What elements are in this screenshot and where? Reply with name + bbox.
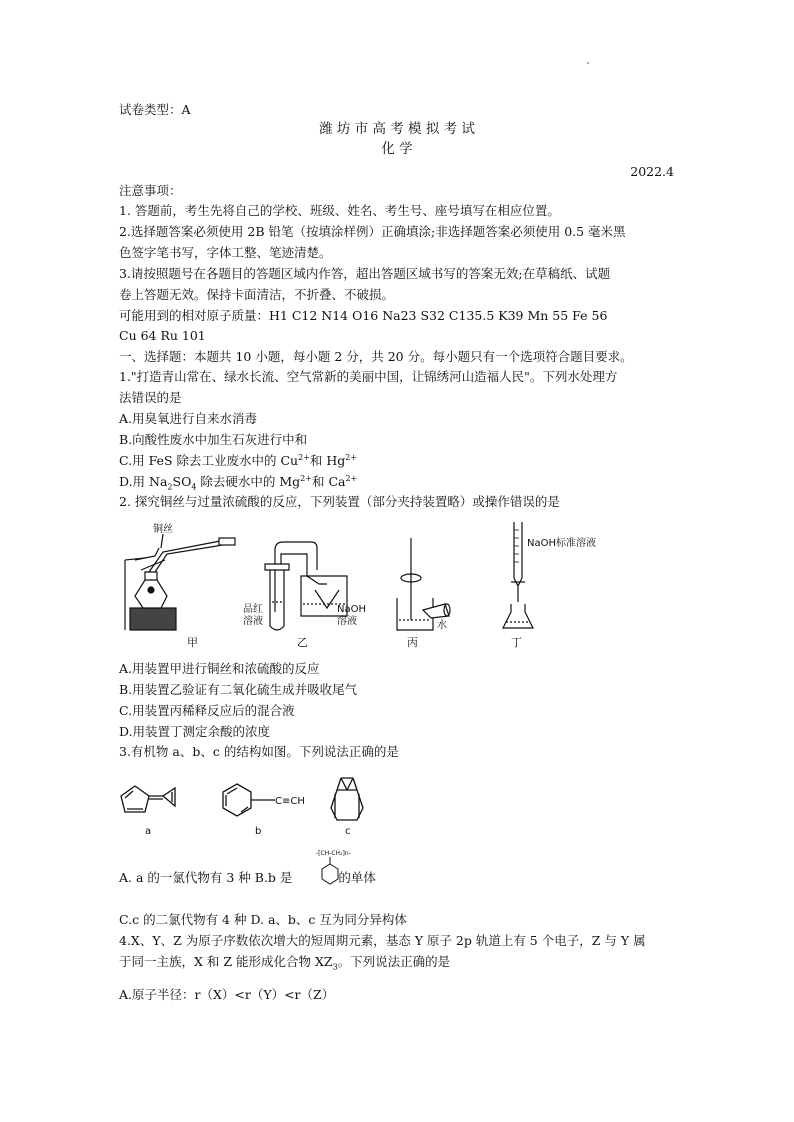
label-naoh-2: 溶液 bbox=[337, 616, 357, 627]
q2-stem: 2. 探究铜丝与过量浓硫酸的反应，下列装置（部分夹持装置略）或操作错误的是 bbox=[119, 494, 560, 509]
q3-stem: 3.有机物 a、b、c 的结构如图。下列说法正确的是 bbox=[119, 744, 399, 759]
note-2: 2.选择题答案必须使用 2B 铅笔（按填涂样例）正确填涂;非选择题答案必须使用 0.5 毫米黑 bbox=[119, 224, 626, 239]
label-polymer: -[CH-CH₂]n- bbox=[316, 850, 351, 857]
note-2-cont: 色签字笔书写，字体工整、笔迹清楚。 bbox=[119, 245, 332, 260]
label-bing: 丙 bbox=[407, 636, 418, 649]
q1-d-mid: 除去硬水中的 Mg bbox=[196, 474, 301, 489]
section1-heading: 一、选择题：本题共 10 小题，每小题 2 分，共 20 分。每小题只有一个选项符合题目要求。 bbox=[119, 349, 633, 364]
exam-date: 2022.4 bbox=[630, 164, 674, 179]
q3-structures-figure bbox=[115, 768, 395, 840]
label-a: a bbox=[145, 826, 152, 837]
q1-stem-cont: 法错误的是 bbox=[119, 390, 182, 405]
q1-option-d bbox=[119, 472, 357, 491]
q4-option-a: A.原子半径：r（X）<r（Y）<r（Z） bbox=[119, 987, 335, 1002]
q1-d-sub-2: 4 bbox=[191, 482, 197, 492]
note-3-cont: 卷上答题无效。保持卡面清洁，不折叠、不破损。 bbox=[119, 287, 395, 302]
atomic-masses-line-1: 可能用到的相对原子质量：H1 C12 N14 O16 Na23 S32 C135.5 K39 Mn 55 Fe 56 bbox=[119, 308, 608, 323]
label-copper-wire: 铜丝 bbox=[153, 524, 173, 535]
label-naoh-standard: NaOH标准溶液 bbox=[527, 538, 596, 549]
q3-option-cd: C.c 的二氯代物有 4 种 D. a、b、c 互为同分异构体 bbox=[119, 912, 407, 927]
q1-d-sub-1: 2 bbox=[167, 482, 173, 492]
q2-option-d: D.用装置丁测定余酸的浓度 bbox=[119, 724, 271, 739]
note-3: 3.请按照题号在各题目的答题区域内作答，超出答题区域书写的答案无效;在草稿纸、试题 bbox=[119, 266, 611, 281]
q1-d-text: D.用 Na bbox=[119, 474, 168, 489]
label-yi: 乙 bbox=[297, 636, 308, 649]
q4-stem-cont bbox=[119, 952, 450, 971]
q1-c-charge-2: 2+ bbox=[345, 452, 358, 462]
q1-d-charge-1: 2+ bbox=[300, 473, 312, 483]
q1-c-charge-1: 2+ bbox=[298, 452, 310, 462]
q2-option-a: A.用装置甲进行铜丝和浓硫酸的反应 bbox=[119, 661, 320, 676]
q2-option-b: B.用装置乙验证有二氧化硫生成并吸收尾气 bbox=[119, 682, 358, 697]
q4-stem-sub: 3 bbox=[332, 962, 338, 972]
structure-c bbox=[331, 778, 363, 837]
q1-d-charge-2: 2+ bbox=[345, 473, 358, 483]
polystyrene-structure bbox=[316, 846, 360, 888]
q1-option-b: B.向酸性废水中加生石灰进行中和 bbox=[119, 432, 308, 447]
subject-title: 化 学 bbox=[381, 141, 413, 157]
label-naoh-1: NaOH bbox=[337, 604, 366, 615]
q1-c-text: C.用 FeS 除去工业废水中的 Cu bbox=[119, 453, 299, 468]
apparatus-ding bbox=[503, 522, 596, 649]
q1-d-and: 和 Ca bbox=[311, 474, 346, 489]
scan-speck bbox=[587, 62, 589, 64]
atomic-masses-line-2: Cu 64 Ru 101 bbox=[119, 328, 206, 343]
label-c: c bbox=[345, 826, 351, 837]
label-jia: 甲 bbox=[187, 636, 198, 649]
label-alkyne: C≡CH bbox=[275, 796, 305, 807]
exam-title: 潍 坊 市 高 考 模 拟 考 试 bbox=[319, 121, 475, 137]
q3-ab-text: A. a 的一氯代物有 3 种 B.b 是 bbox=[119, 870, 293, 885]
apparatus-yi bbox=[243, 542, 366, 649]
label-water: 水 bbox=[437, 620, 447, 631]
q1-d-so: SO bbox=[172, 474, 192, 489]
label-b: b bbox=[255, 826, 262, 837]
label-pinhong-2: 溶液 bbox=[243, 616, 263, 627]
notes-heading: 注意事项： bbox=[119, 183, 182, 198]
q4-stem-tail: 。下列说法正确的是 bbox=[337, 954, 451, 969]
label-pinhong-1: 品红 bbox=[243, 604, 263, 615]
q1-option-a: A.用臭氧进行自来水消毒 bbox=[119, 411, 258, 426]
q2-apparatus-figure bbox=[115, 520, 625, 652]
q4-stem-text: 于同一主族，X 和 Z 能形成化合物 XZ bbox=[119, 954, 333, 969]
note-1: 1. 答题前，考生先将自己的学校、班级、姓名、考生号、座号填写在相应位置。 bbox=[119, 203, 560, 218]
structure-b bbox=[223, 784, 305, 837]
q1-c-and: 和 Hg bbox=[309, 453, 346, 468]
q1-option-c bbox=[119, 451, 357, 470]
q3-ab-post: 的单体 bbox=[338, 870, 376, 885]
paper-type: 试卷类型：A bbox=[119, 102, 191, 117]
label-ding: 丁 bbox=[511, 636, 522, 649]
q1-stem: 1."打造青山常在、绿水长流、空气常新的美丽中国，让锦绣河山造福人民"。下列水处理方 bbox=[119, 369, 618, 384]
q4-stem: 4.X、Y、Z 为原子序数依次增大的短周期元素，基态 Y 原子 2p 轨道上有 5 个电子，Z 与 Y 属 bbox=[119, 933, 646, 948]
apparatus-jia bbox=[125, 522, 235, 649]
q2-option-c: C.用装置丙稀释反应后的混合液 bbox=[119, 703, 295, 718]
apparatus-bing bbox=[397, 538, 450, 649]
structure-a bbox=[121, 786, 175, 837]
